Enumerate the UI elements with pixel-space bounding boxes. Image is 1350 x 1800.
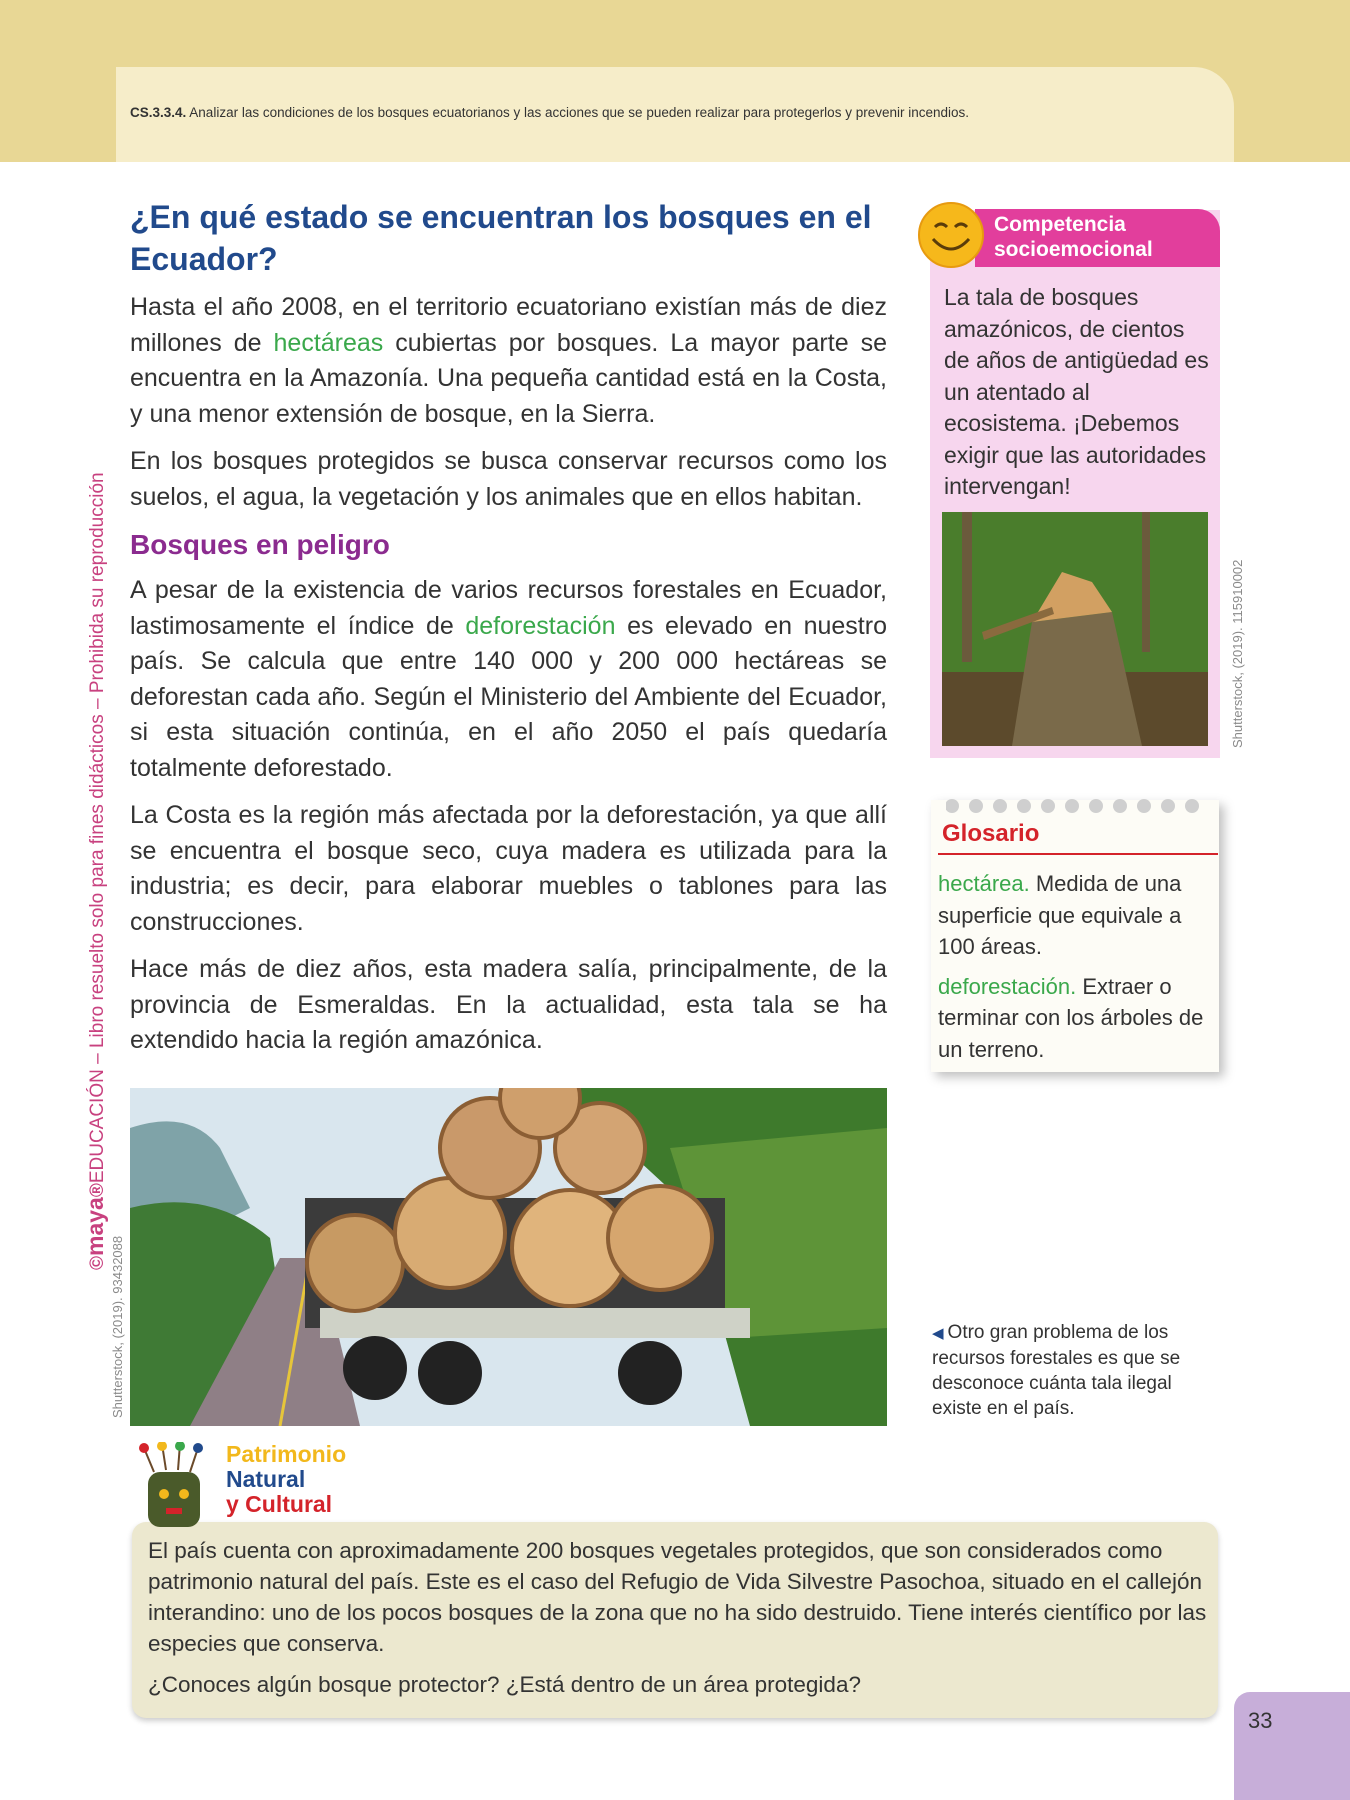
p3-text-a: A pesar de la existencia de varios recursos forestales en Ecuador, lastimosamente el índice de — [130, 576, 887, 640]
brand-logo: maya — [82, 1197, 108, 1256]
paragraph-2: En los bosques protegidos se busca conservar recursos como los suelos, el agua, la vegetación y los animales que en ellos habitan. — [130, 447, 887, 511]
patrimonio-text — [148, 1535, 1208, 1710]
patrimonio-title-1: Patrimonio — [226, 1441, 347, 1467]
main-column — [130, 196, 887, 1071]
glossary-term: deforestación. — [938, 973, 1077, 999]
competencia-title-2: socioemocional — [994, 238, 1153, 261]
competencia-text: La tala de bosques amazónicos, de cientos de años de antigüedad es un atentado al ecosistema. ¡Debemos exigir que las autoridades intervengan! — [944, 284, 1209, 499]
spiral-binding-icon — [946, 796, 1216, 816]
paragraph-3 — [130, 573, 887, 786]
photo-credit-stump: Shutterstock, (2019). 115910002 — [1230, 559, 1245, 748]
mask-icon — [134, 1442, 218, 1534]
page-number: 33 — [1248, 1708, 1273, 1733]
registered-mark: ® — [87, 1183, 108, 1198]
photo-caption — [932, 1320, 1214, 1421]
glossary-body — [938, 868, 1216, 1073]
p1-text-b: cubiertas por bosques. La mayor parte se encuentra en la Amazonía. Una pequeña cantidad está en la Costa, y una menor extensión de bosque, en la Sierra. — [130, 328, 887, 428]
glossary-entry — [938, 868, 1216, 963]
paragraph-1 — [130, 290, 887, 432]
glossary-term-hectareas: hectáreas — [273, 328, 384, 357]
section-subtitle: Bosques en peligro — [130, 529, 390, 560]
patrimonio-paragraph: El país cuenta con aproximadamente 200 bosques vegetales protegidos, que son considerados como patrimonio natural del país. Este es el caso del Refugio de Vida Silvestre Pasochoa, situado en el callejón interandino: uno de los pocos bosques de la zona que no ha sido destruido. Tiene interés científico por las especies que conserva. — [148, 1538, 1207, 1656]
glossary-divider — [938, 853, 1218, 855]
smiley-icon — [917, 201, 985, 269]
competencia-header — [975, 209, 1220, 267]
glossary-term: hectárea. — [938, 871, 1030, 896]
photo-credit-truck: Shutterstock, (2019). 93432088 — [110, 1235, 125, 1418]
glossary-term-deforestacion: deforestación — [465, 611, 616, 640]
paragraph-5: Hace más de diez años, esta madera salía, principalmente, de la provincia de Esmeraldas. En la actualidad, esta tala se ha extendido hacia la región amazónica. — [130, 955, 887, 1054]
glossary-definition: Extraer o terminar con los árboles de un terreno. — [938, 973, 1204, 1062]
arrow-left-icon: ◀ — [932, 1325, 944, 1342]
objective-code: CS.3.3.4. — [130, 105, 187, 120]
page-title: ¿En qué estado se encuentran los bosques en el Ecuador? — [130, 199, 872, 277]
objective-box — [116, 67, 1234, 162]
competencia-title-1: Competencia — [994, 213, 1126, 236]
patrimonio-title-3: y Cultural — [226, 1491, 333, 1517]
p1-text-a: Hasta el año 2008, en el territorio ecuatoriano existían más de diez millones de — [130, 293, 887, 357]
copyright-sidebar — [82, 472, 109, 1270]
glossary-title: Glosario — [942, 820, 1040, 847]
patrimonio-title-2: Natural — [226, 1466, 306, 1492]
patrimonio-title — [226, 1442, 346, 1517]
caption-text: Otro gran problema de los recursos forestales es que se desconoce cuánta tala ilegal existe en el país. — [932, 1322, 1181, 1419]
p3-text-b: es elevado en nuestro país. Se calcula que entre 140 000 y 200 000 hectáreas se deforestan cada año. Según el Ministerio del Ambiente del Ecuador, si esta situación continúa, en el año 2050 el país quedaría totalmente deforestado. — [130, 611, 887, 782]
copyright-symbol: © — [87, 1256, 108, 1270]
patrimonio-question: ¿Conoces algún bosque protector? ¿Está dentro de un área protegida? — [148, 1672, 861, 1697]
copyright-notice: EDUCACIÓN – Libro resuelto solo para fines didácticos – Prohibida su reproducción — [87, 472, 108, 1184]
objective-text: Analizar las condiciones de los bosques ecuatorianos y las acciones que se pueden realizar para protegerlos y prevenir incendios. — [189, 105, 970, 120]
objective-line — [130, 105, 969, 120]
paragraph-4: La Costa es la región más afectada por la deforestación, ya que allí se encuentra el bosque seco, cuya madera es utilizada para la industria; es decir, para elaborar muebles o tablones para las construcciones. — [130, 801, 887, 936]
photo-tree-stump — [942, 512, 1208, 746]
glossary-entry — [938, 971, 1216, 1066]
photo-logging-truck — [130, 1088, 887, 1426]
glossary-definition: Medida de una superficie que equivale a 100 áreas. — [938, 871, 1182, 959]
